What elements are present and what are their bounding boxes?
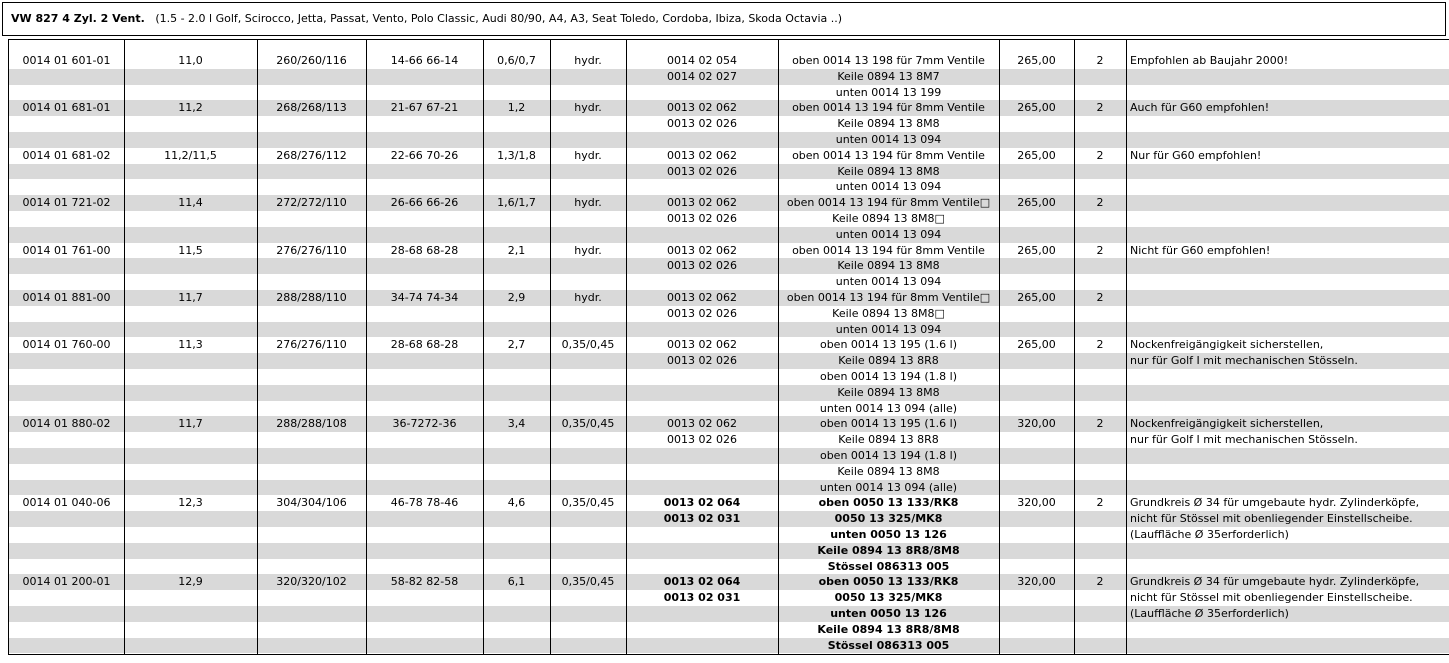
cell-bem: Nockenfreigängigkeit sicherstellen,: [1130, 338, 1324, 352]
cell-teile: oben 0050 13 133/RK8: [818, 496, 959, 510]
cell-art: 0014 01 601-01: [22, 54, 111, 67]
cell-typ: hydr.: [574, 148, 602, 162]
cell-bem: Auch für G60 empfohlen!: [1130, 101, 1270, 115]
table-row: [9, 195, 1449, 211]
cell-teile: unten 0050 13 126: [830, 607, 947, 620]
cell-grad: 320/320/102: [276, 575, 347, 589]
cell-steuer: 28-68 68-28: [390, 338, 459, 352]
cell-preis: 265,00: [1017, 291, 1056, 304]
cell-typ: 0,35/0,45: [561, 496, 615, 510]
column-divider: [1074, 40, 1075, 654]
cell-spiel: 3,4: [507, 417, 526, 431]
column-divider: [1126, 40, 1127, 654]
cell-bem: nur für Golf I mit mechanischen Stösseln.: [1130, 433, 1358, 447]
table-row: [9, 85, 1449, 101]
table-row: [9, 337, 1449, 353]
cell-preis: 265,00: [1017, 196, 1056, 210]
table-row: [9, 385, 1449, 401]
cell-grad: 276/276/110: [276, 243, 347, 257]
column-divider: [778, 40, 779, 654]
cell-typ: 0,35/0,45: [561, 417, 615, 431]
vehicle-list: (1.5 - 2.0 l Golf, Scirocco, Jetta, Passat, Vento, Polo Classic, Audi 80/90, A4, A3, Seat Toledo, Cordoba, Ibiza, Skoda Octavia ..): [155, 12, 843, 25]
cell-menge: 2: [1096, 243, 1104, 257]
column-divider: [999, 40, 1000, 654]
table-row: [9, 369, 1449, 385]
cell-art: 0014 01 040-06: [22, 496, 111, 510]
table-row: [9, 353, 1449, 369]
cell-teile: Keile 0894 13 8R8/8M8: [817, 543, 960, 557]
cell-spiel: 2,7: [507, 338, 526, 352]
cell-sets: 0013 02 064: [663, 496, 741, 510]
cell-teile: unten 0014 13 094: [835, 322, 942, 336]
cell-hub: 11,2: [178, 101, 203, 115]
cell-sets: 0013 02 062: [667, 338, 737, 352]
cell-teile: Stössel 086313 005: [827, 559, 950, 573]
cell-grad: 276/276/110: [276, 338, 347, 352]
column-divider: [483, 40, 484, 654]
cell-spiel: 0,6/0,7: [497, 54, 536, 67]
cell-preis: 320,00: [1017, 575, 1056, 589]
cell-preis: 265,00: [1017, 54, 1056, 67]
cell-teile: Keile 0894 13 8M8□: [832, 306, 945, 320]
cell-sets: 0013 02 062: [667, 196, 737, 210]
cell-menge: 2: [1096, 291, 1104, 304]
cell-hub: 11,0: [178, 54, 203, 67]
cell-preis: 265,00: [1017, 148, 1056, 162]
cell-steuer: 21-67 67-21: [390, 101, 459, 115]
cell-teile: unten 0014 13 199: [835, 85, 942, 99]
cell-steuer: 22-66 70-26: [390, 148, 459, 162]
cell-typ: hydr.: [574, 291, 602, 304]
cell-typ: hydr.: [574, 243, 602, 257]
cell-spiel: 2,9: [507, 291, 526, 304]
table-row: [9, 448, 1449, 464]
cell-sets: 0013 02 062: [667, 148, 737, 162]
cell-sets: 0013 02 031: [663, 512, 741, 526]
cell-preis: 320,00: [1017, 417, 1056, 431]
cell-teile: unten 0014 13 094: [835, 227, 942, 241]
cell-sets: 0013 02 026: [667, 164, 737, 178]
cell-spiel: 1,2: [507, 101, 526, 115]
cell-teile: oben 0014 13 194 für 8mm Ventile□: [786, 196, 991, 210]
cell-hub: 11,7: [178, 291, 203, 304]
cell-spiel: 1,3/1,8: [497, 148, 536, 162]
cell-grad: 268/276/112: [276, 148, 347, 162]
cell-teile: oben 0014 13 194 für 8mm Ventile: [792, 243, 985, 257]
cell-menge: 2: [1096, 196, 1104, 210]
camshaft-table: [8, 39, 1449, 655]
table-row: [9, 511, 1449, 527]
cell-teile: Keile 0894 13 8M8: [837, 385, 940, 399]
table-row: [9, 322, 1449, 338]
cell-grad: 304/304/106: [276, 496, 347, 510]
cell-sets: 0013 02 026: [667, 117, 737, 131]
table-row: [9, 69, 1449, 85]
cell-teile: Keile 0894 13 8R8/8M8: [817, 622, 960, 636]
cell-bem: (Lauffläche Ø 35erforderlich): [1130, 528, 1289, 541]
table-row: [9, 559, 1449, 575]
cell-grad: 272/272/110: [276, 196, 347, 210]
cell-hub: 11,3: [178, 338, 203, 352]
cell-sets: 0013 02 062: [667, 417, 737, 431]
cell-spiel: 1,6/1,7: [497, 196, 536, 210]
column-divider: [257, 40, 258, 654]
table-row: [9, 401, 1449, 417]
cell-grad: 288/288/110: [276, 291, 347, 304]
cell-typ: 0,35/0,45: [561, 575, 615, 589]
table-row: [9, 543, 1449, 559]
cell-typ: hydr.: [574, 196, 602, 210]
table-row: [9, 306, 1449, 322]
cell-bem: Empfohlen ab Baujahr 2000!: [1130, 54, 1289, 67]
table-row: [9, 100, 1449, 116]
cell-bem: Nicht für G60 empfohlen!: [1130, 243, 1271, 257]
cell-preis: 265,00: [1017, 243, 1056, 257]
cell-teile: unten 0014 13 094 (alle): [819, 480, 958, 494]
cell-sets: 0013 02 062: [667, 101, 737, 115]
cell-grad: 288/288/108: [276, 417, 347, 431]
cell-steuer: 36-7272-36: [392, 417, 457, 431]
cell-steuer: 14-66 66-14: [390, 54, 459, 67]
column-divider: [366, 40, 367, 654]
column-divider: [626, 40, 627, 654]
cell-menge: 2: [1096, 496, 1104, 510]
column-divider: [550, 40, 551, 654]
cell-preis: 265,00: [1017, 101, 1056, 115]
cell-menge: 2: [1096, 338, 1104, 352]
cell-teile: Keile 0894 13 8R8: [838, 354, 939, 368]
table-row: [9, 464, 1449, 480]
cell-teile: Keile 0894 13 8M8: [837, 117, 940, 131]
table-row: [9, 480, 1449, 496]
cell-art: 0014 01 761-00: [22, 243, 111, 257]
cell-typ: 0,35/0,45: [561, 338, 615, 352]
table-row: [9, 53, 1449, 69]
cell-bem: nicht für Stössel mit obenliegender Einstellscheibe.: [1130, 591, 1413, 605]
cell-sets: 0013 02 062: [667, 291, 737, 304]
cell-menge: 2: [1096, 101, 1104, 115]
cell-sets: 0014 02 054: [667, 54, 737, 67]
cell-sets: 0013 02 026: [667, 433, 737, 447]
cell-art: 0014 01 721-02: [22, 196, 111, 210]
cell-steuer: 34-74 74-34: [390, 291, 459, 304]
cell-teile: unten 0014 13 094: [835, 180, 942, 194]
cell-teile: Keile 0894 13 8M8: [837, 464, 940, 478]
cell-teile: Stössel 086313 005: [827, 638, 950, 652]
cell-menge: 2: [1096, 148, 1104, 162]
cell-bem: Grundkreis Ø 34 für umgebaute hydr. Zylinderköpfe,: [1130, 496, 1420, 510]
cell-teile: oben 0014 13 194 (1.8 l): [819, 449, 958, 462]
table-row: [9, 227, 1449, 243]
cell-hub: 12,3: [178, 496, 203, 510]
cell-steuer: 28-68 68-28: [390, 243, 459, 257]
table-row: [9, 416, 1449, 432]
cell-typ: hydr.: [574, 54, 602, 67]
table-row: [9, 179, 1449, 195]
cell-hub: 11,5: [178, 243, 203, 257]
catalog-header: [2, 2, 1446, 36]
cell-teile: oben 0014 13 195 (1.6 l): [819, 417, 958, 431]
table-row: [9, 274, 1449, 290]
cell-bem: Grundkreis Ø 34 für umgebaute hydr. Zylinderköpfe,: [1130, 575, 1420, 589]
cell-sets: 0013 02 031: [663, 591, 741, 605]
cell-teile: oben 0014 13 194 für 8mm Ventile: [792, 148, 985, 162]
cell-menge: 2: [1096, 417, 1104, 431]
cell-sets: 0013 02 062: [667, 243, 737, 257]
column-divider: [124, 40, 125, 654]
table-row: [9, 606, 1449, 622]
cell-spiel: 6,1: [507, 575, 526, 589]
table-row: [9, 243, 1449, 259]
cell-grad: 268/268/113: [276, 101, 347, 115]
cell-teile: Keile 0894 13 8M8: [837, 164, 940, 178]
table-row: [9, 258, 1449, 274]
cell-art: 0014 01 880-02: [22, 417, 111, 431]
table-row: [9, 574, 1449, 590]
cell-bem: (Lauffläche Ø 35erforderlich): [1130, 607, 1289, 620]
table-row: [9, 290, 1449, 306]
cell-art: 0014 01 200-01: [22, 575, 111, 589]
cell-teile: unten 0014 13 094 (alle): [819, 401, 958, 415]
cell-steuer: 58-82 82-58: [390, 575, 459, 589]
cell-art: 0014 01 681-02: [22, 148, 111, 162]
cell-hub: 12,9: [178, 575, 203, 589]
cell-hub: 11,4: [178, 196, 203, 210]
cell-sets: 0014 02 027: [667, 69, 737, 83]
cell-bem: nur für Golf I mit mechanischen Stösseln.: [1130, 354, 1358, 368]
table-row: [9, 148, 1449, 164]
cell-preis: 320,00: [1017, 496, 1056, 510]
table-row: [9, 590, 1449, 606]
cell-menge: 2: [1096, 575, 1104, 589]
cell-menge: 2: [1096, 54, 1104, 67]
cell-sets: 0013 02 026: [667, 259, 737, 273]
cell-sets: 0013 02 026: [667, 212, 737, 225]
cell-hub: 11,7: [178, 417, 203, 431]
cell-teile: 0050 13 325/MK8: [834, 591, 943, 605]
cell-teile: Keile 0894 13 8R8: [838, 433, 939, 447]
cell-teile: Keile 0894 13 8M8□: [832, 212, 945, 225]
cell-art: 0014 01 681-01: [22, 101, 111, 115]
cell-spiel: 2,1: [507, 243, 526, 257]
engine-title: VW 827 4 Zyl. 2 Vent.: [11, 12, 145, 25]
cell-teile: oben 0014 13 195 (1.6 l): [819, 338, 958, 352]
cell-teile: unten 0014 13 094: [835, 133, 942, 146]
cell-teile: oben 0014 13 198 für 7mm Ventile: [792, 54, 985, 67]
cell-teile: oben 0014 13 194 für 8mm Ventile□: [786, 291, 991, 304]
cell-typ: hydr.: [574, 101, 602, 115]
table-row: [9, 132, 1449, 148]
cell-spiel: 4,6: [507, 496, 526, 510]
cell-sets: 0013 02 026: [667, 354, 737, 368]
cell-sets: 0013 02 026: [667, 306, 737, 320]
table-row: [9, 527, 1449, 543]
cell-art: 0014 01 881-00: [22, 291, 111, 304]
cell-steuer: 26-66 66-26: [390, 196, 459, 210]
cell-teile: oben 0050 13 133/RK8: [818, 575, 959, 589]
cell-preis: 265,00: [1017, 338, 1056, 352]
cell-teile: oben 0014 13 194 (1.8 l): [819, 370, 958, 383]
table-row: [9, 432, 1449, 448]
cell-sets: 0013 02 064: [663, 575, 741, 589]
table-row: [9, 495, 1449, 511]
cell-steuer: 46-78 78-46: [390, 496, 459, 510]
cell-grad: 260/260/116: [276, 54, 347, 67]
cell-teile: unten 0050 13 126: [830, 528, 947, 541]
table-row: [9, 164, 1449, 180]
cell-teile: 0050 13 325/MK8: [834, 512, 943, 526]
cell-art: 0014 01 760-00: [22, 338, 111, 352]
cell-teile: Keile 0894 13 8M7: [837, 69, 940, 83]
cell-bem: Nockenfreigängigkeit sicherstellen,: [1130, 417, 1324, 431]
table-row: [9, 116, 1449, 132]
cell-teile: unten 0014 13 094: [835, 275, 942, 289]
table-row: [9, 622, 1449, 638]
cell-bem: Nur für G60 empfohlen!: [1130, 148, 1262, 162]
cell-teile: oben 0014 13 194 für 8mm Ventile: [792, 101, 985, 115]
table-row: [9, 211, 1449, 227]
cell-teile: Keile 0894 13 8M8: [837, 259, 940, 273]
table-row: [9, 638, 1449, 654]
cell-hub: 11,2/11,5: [164, 148, 217, 162]
cell-bem: nicht für Stössel mit obenliegender Einstellscheibe.: [1130, 512, 1413, 526]
